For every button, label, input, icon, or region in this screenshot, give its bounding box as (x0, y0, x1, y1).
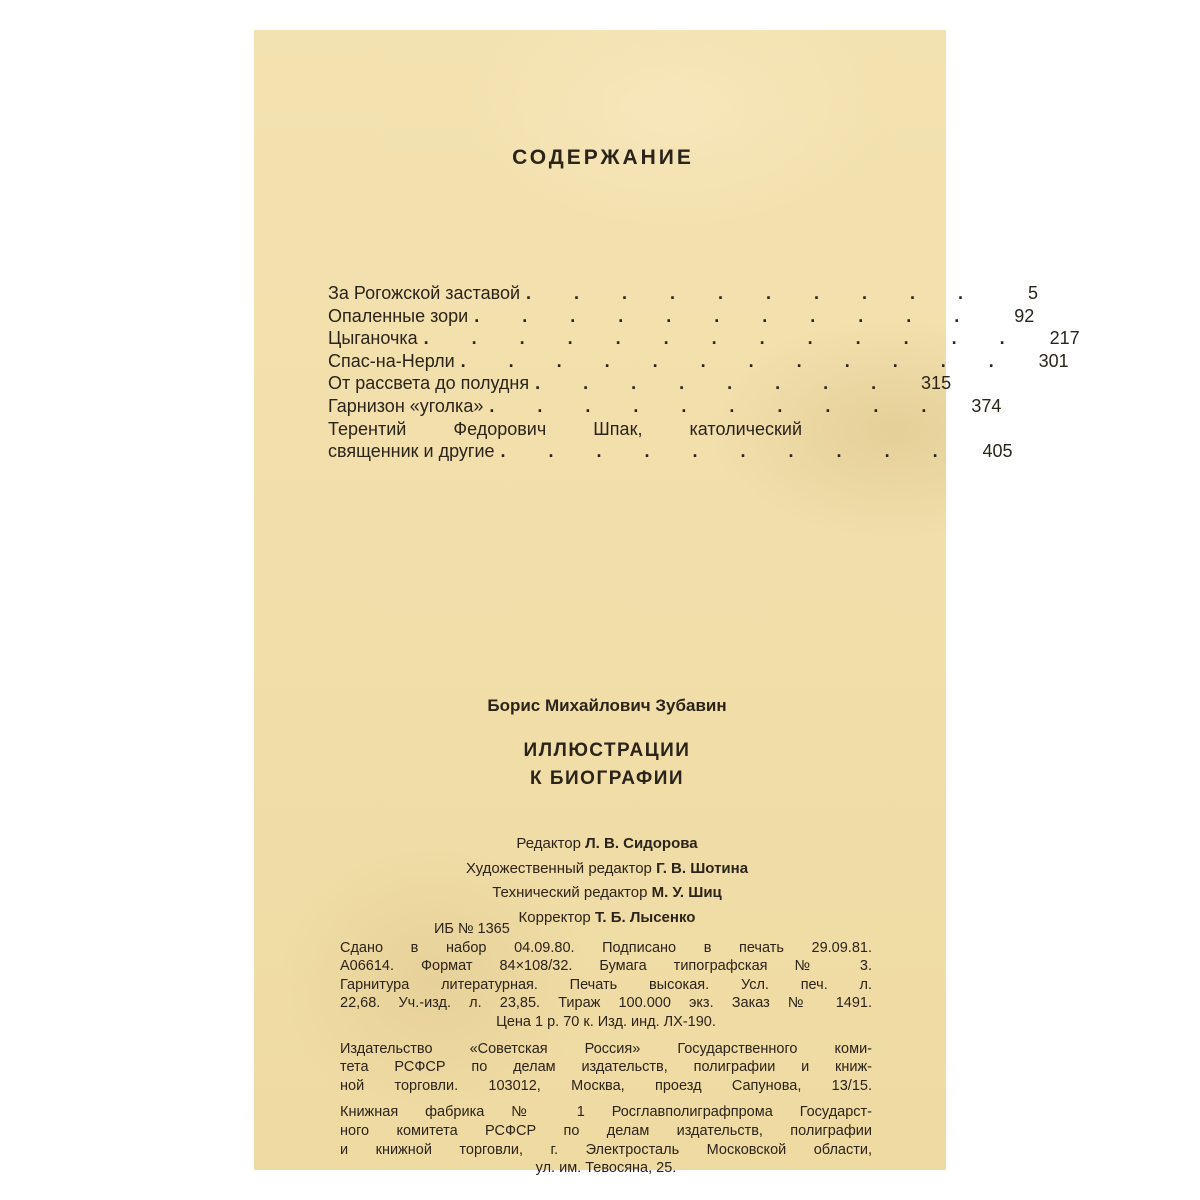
credit-line (268, 857, 946, 882)
toc-entry-title: Цыганочка (328, 328, 418, 349)
toc-entry (328, 395, 1002, 418)
credits (254, 832, 946, 930)
toc-entry-page: 217 (1049, 328, 1080, 349)
dot-leader: . . . . . . . . (535, 373, 896, 394)
imprint-line: А06614. Формат 84×108/32. Бумага типографская № 3. (340, 958, 872, 975)
credit-role: Корректор (518, 908, 591, 926)
toc-entry-title: Опаленные зори (328, 305, 469, 326)
book-page (254, 30, 1080, 1177)
book-title (254, 737, 946, 793)
dot-leader: . . . . . . . . . . . . . (423, 328, 1024, 349)
book-title-line: ИЛЛЮСТРАЦИИ (523, 740, 691, 761)
toc-entry-title: Терентий Федорович Шпак, католический (328, 418, 802, 439)
credit-role: Редактор (516, 835, 581, 852)
toc-heading: СОДЕРЖАНИЕ (512, 146, 694, 169)
publisher-line: Издательство «Советская Россия» Государственного коми- (340, 1040, 872, 1057)
credit-name: Т. Б. Лысенко (594, 908, 696, 926)
toc-entry-title: Спас-на-Нерли (328, 350, 455, 371)
printer-line: Книжная фабрика № 1 Росглавполиграфпрома Государст- (340, 1104, 872, 1121)
credit-line (268, 881, 946, 906)
table-of-contents (328, 282, 1080, 463)
toc-entry (328, 418, 868, 441)
imprint-line: 22,68. Уч.-изд. л. 23,85. Тираж 100.000 экз. Заказ № 1491. (340, 995, 872, 1012)
toc-entry (328, 305, 1035, 328)
toc-entry (328, 350, 1069, 373)
toc-entry (328, 440, 1013, 463)
imprint-ib-number: ИБ № 1365 (434, 921, 510, 937)
dot-leader: . . . . . . . . . . (489, 395, 946, 416)
credit-role: Художественный редактор (465, 859, 652, 877)
toc-entry-page: 405 (982, 441, 1013, 462)
credit-name: М. У. Шиц (651, 884, 722, 901)
printer-line: ул. им. Тевосяна, 25. (535, 1160, 677, 1177)
printer-line: и книжной торговли, г. Электросталь Московской области, (340, 1141, 872, 1158)
credit-name: Л. В. Сидорова (585, 835, 698, 852)
toc-entry-title: Гарнизон «уголка» (328, 395, 484, 416)
imprint-line: Цена 1 р. 70 к. Изд. инд. ЛХ-190. (496, 1013, 716, 1030)
imprint-line: Сдано в набор 04.09.80. Подписано в печать 29.09.81. (340, 939, 872, 956)
toc-entry-page: 301 (1038, 350, 1069, 371)
toc-entry (328, 372, 952, 395)
dot-leader: . . . . . . . . . . . . (460, 350, 1013, 371)
toc-entry-page: 315 (921, 373, 952, 394)
toc-entry-title: От рассвета до полудня (328, 373, 530, 394)
toc-entry-title: За Рогожской заставой (328, 283, 521, 303)
credit-name: Г. В. Шотина (656, 859, 749, 877)
toc-entry-page: 92 (1014, 305, 1035, 326)
dot-leader: . . . . . . . . . . . (474, 305, 979, 326)
author-name: Борис Михайлович Зубавин (487, 696, 727, 715)
credit-role: Технический редактор (492, 884, 648, 901)
toc-entry (328, 282, 1039, 305)
toc-entry-page: 5 (1028, 283, 1039, 303)
book-title-line: К БИОГРАФИИ (529, 768, 685, 789)
dot-leader: . . . . . . . . . . (500, 441, 957, 462)
toc-entry-page: 374 (971, 395, 1002, 416)
printer-line: ного комитета РСФСР по делам издательств, полиграфии (340, 1122, 872, 1139)
toc-entry (328, 327, 1080, 350)
publisher-line: ной торговли. 103012, Москва, проезд Сапунова, 13/15. (340, 1077, 872, 1094)
toc-entry-title: священник и другие (328, 441, 495, 462)
dot-leader: . . . . . . . . . . (526, 283, 983, 303)
imprint-line: Гарнитура литературная. Печать высокая. Усл. печ. л. (340, 976, 872, 993)
imprint (340, 920, 872, 1178)
publisher-line: тета РСФСР по делам издательств, полиграфии и книж- (340, 1059, 872, 1076)
credit-line (268, 832, 946, 857)
